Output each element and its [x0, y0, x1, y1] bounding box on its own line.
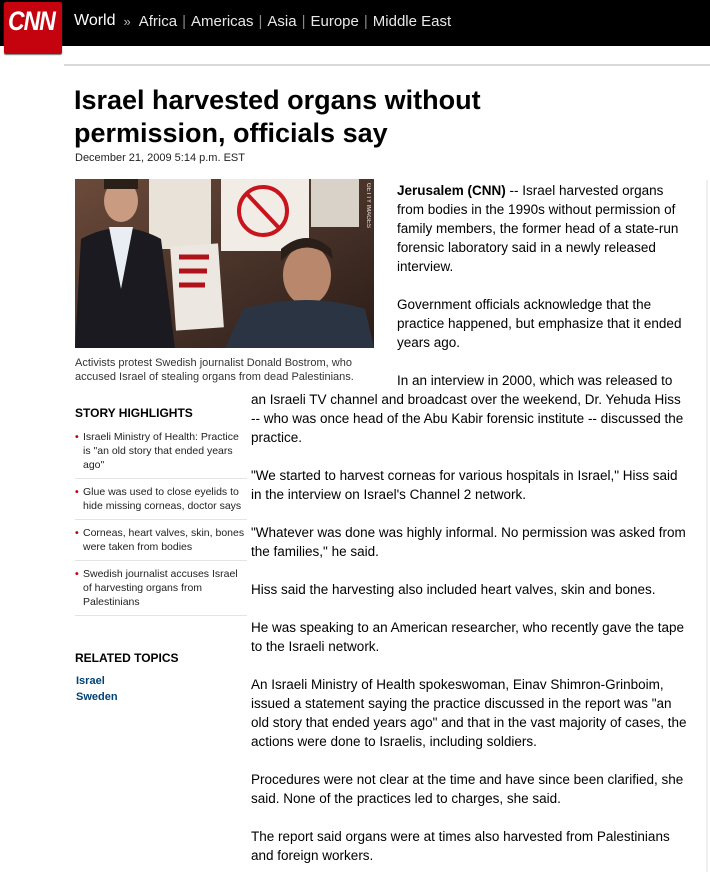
- header-divider: [64, 64, 710, 66]
- nav-section-world[interactable]: World: [74, 12, 116, 29]
- article-paragraph-4: "We started to harvest corneas for various hospitals in Israel," Hiss said in the interview on Israel's Channel 2 network.: [251, 468, 678, 502]
- topic-link-israel[interactable]: Israel: [76, 675, 105, 687]
- article-headline: Israel harvested organs without permission, officials say: [74, 85, 481, 148]
- article-paragraph-3: In an interview in 2000, which was released to an Israeli TV channel and broadcast over the weekend, Dr. Yehuda Hiss -- who was once head of the Abu Kabir forensic institute -- discussed the practice.: [251, 373, 684, 445]
- nav-link-europe[interactable]: Europe: [310, 12, 359, 30]
- photo-credit: GETTY IMAGES: [365, 183, 371, 228]
- nav-separator: |: [258, 12, 263, 30]
- article-paragraph-5: "Whatever was done was highly informal. No permission was asked from the families," he said.: [251, 525, 686, 559]
- bullet-icon: •: [75, 431, 79, 443]
- highlight-text: Israeli Ministry of Health: Practice is "an old story that ended years ago": [83, 431, 239, 471]
- highlight-item: [75, 430, 247, 479]
- content-edge: [706, 180, 708, 872]
- protest-photo-illustration: [75, 179, 374, 348]
- nav-separator: |: [301, 12, 306, 30]
- nav-link-asia[interactable]: Asia: [267, 12, 297, 30]
- article-paragraph-6: Hiss said the harvesting also included heart valves, skin and bones.: [251, 582, 656, 597]
- article-paragraph-9: Procedures were not clear at the time and have since been clarified, she said. None of the practices led to charges, she said.: [251, 772, 684, 806]
- bullet-icon: •: [75, 527, 79, 539]
- section-nav: [74, 11, 451, 31]
- article-photo[interactable]: [75, 179, 374, 348]
- article-paragraph-10: The report said organs were at times also harvested from Palestinians and foreign workers.: [251, 829, 670, 863]
- highlight-text: Swedish journalist accuses Israel of harvesting organs from Palestinians: [83, 568, 238, 608]
- article-paragraph-2: Government officials acknowledge that the practice happened, but emphasize that it ended years ago.: [397, 297, 682, 350]
- highlight-item: [75, 485, 247, 520]
- logo-text: CNN: [8, 5, 55, 36]
- article-dateline: Jerusalem (CNN): [397, 183, 506, 198]
- highlight-item: [75, 567, 247, 616]
- highlight-text: Glue was used to close eyelids to hide missing corneas, doctor says: [83, 486, 242, 512]
- chevron-right-icon: »: [123, 13, 131, 29]
- story-highlights-list: [75, 430, 247, 622]
- nav-link-africa[interactable]: Africa: [138, 12, 178, 30]
- story-highlights-title: STORY HIGHLIGHTS: [75, 406, 193, 420]
- bullet-icon: •: [75, 486, 79, 498]
- highlight-item: [75, 526, 247, 561]
- article-paragraph-1: [397, 181, 687, 276]
- related-topics-list: [76, 673, 118, 705]
- article-paragraph-7: He was speaking to an American researcher, who recently gave the tape to the Israeli network.: [251, 620, 684, 654]
- cnn-logo[interactable]: [4, 2, 62, 54]
- article-paragraph-8: An Israeli Ministry of Health spokeswoman, Einav Shimron-Grinboim, issued a statement saying the practice discussed in the report was "an old story that ended years ago" and that in the vast majority of cases, the actions were done to Israelis, including soldiers.: [251, 677, 687, 749]
- article-timestamp: December 21, 2009 5:14 p.m. EST: [75, 152, 245, 164]
- paragraph-text: -- Israel harvested organs from bodies in the 1990s without permission of family members, the former head of a state-run forensic laboratory said in a newly released interview.: [397, 183, 679, 274]
- nav-separator: |: [363, 12, 368, 30]
- nav-link-americas[interactable]: Americas: [190, 12, 254, 30]
- nav-separator: |: [182, 12, 186, 30]
- nav-link-middle-east[interactable]: Middle East: [372, 12, 452, 30]
- topic-link-sweden[interactable]: Sweden: [76, 691, 118, 703]
- photo-caption: Activists protest Swedish journalist Donald Bostrom, who accused Israel of stealing organs from dead Palestinians.: [75, 357, 354, 383]
- highlight-text: Corneas, heart valves, skin, bones were taken from bodies: [83, 527, 245, 553]
- bullet-icon: •: [75, 568, 79, 580]
- related-topics-title: RELATED TOPICS: [75, 651, 179, 665]
